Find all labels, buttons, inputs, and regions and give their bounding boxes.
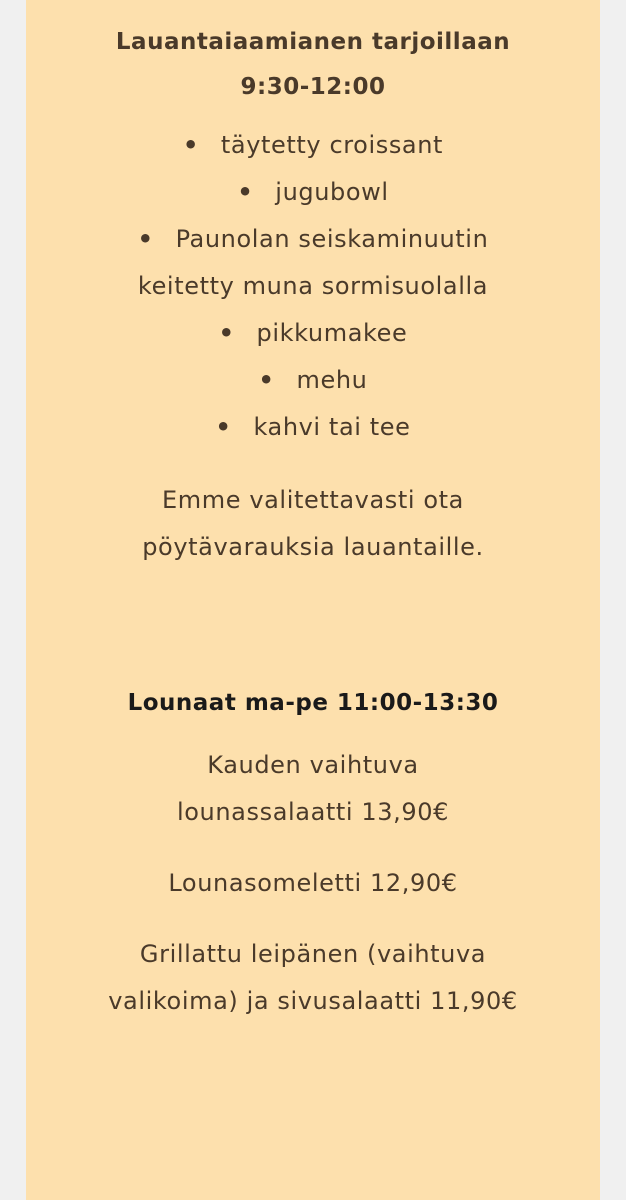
lunch-item-toast: Grillattu leipänen (vaihtuva valikoima) ja sivusalaatti 11,90€: [108, 940, 518, 1015]
menu-panel: [26, 0, 600, 1200]
bullet-icon: •: [182, 131, 199, 159]
list-item-label: mehu: [296, 366, 368, 394]
breakfast-heading: [26, 20, 600, 110]
bullet-icon: •: [237, 178, 254, 206]
list-item: [103, 404, 523, 451]
list-item-label: täytetty croissant: [220, 131, 444, 159]
list-item-label: pikkumakee: [256, 319, 408, 347]
lunch-item-salad: Kauden vaihtuva lounassalaatti 13,90€: [177, 751, 449, 826]
bullet-icon: •: [137, 225, 154, 253]
list-item: [103, 169, 523, 216]
list-item: [103, 357, 523, 404]
bullet-icon: •: [258, 366, 275, 394]
list-item-label: kahvi tai tee: [253, 413, 411, 441]
breakfast-menu-list: [103, 122, 523, 451]
breakfast-title: Lauantaiaamianen tarjoillaan: [115, 29, 511, 55]
list-item-label: Paunolan seiskaminuutin keitetty muna sormisuolalla: [137, 225, 489, 300]
list-item: [103, 216, 523, 310]
list-item: [103, 122, 523, 169]
breakfast-hours: 9:30-12:00: [240, 74, 386, 100]
bullet-icon: •: [215, 413, 232, 441]
reservation-note: Emme valitettavasti ota pöytävarauksia lauantaille.: [142, 486, 484, 561]
list-item-label: jugubowl: [275, 178, 389, 206]
list-item: [103, 310, 523, 357]
lunch-heading: Lounaat ma-pe 11:00-13:30: [127, 690, 499, 716]
lunch-item-omelette: Lounasomeletti 12,90€: [168, 869, 458, 897]
bullet-icon: •: [218, 319, 235, 347]
